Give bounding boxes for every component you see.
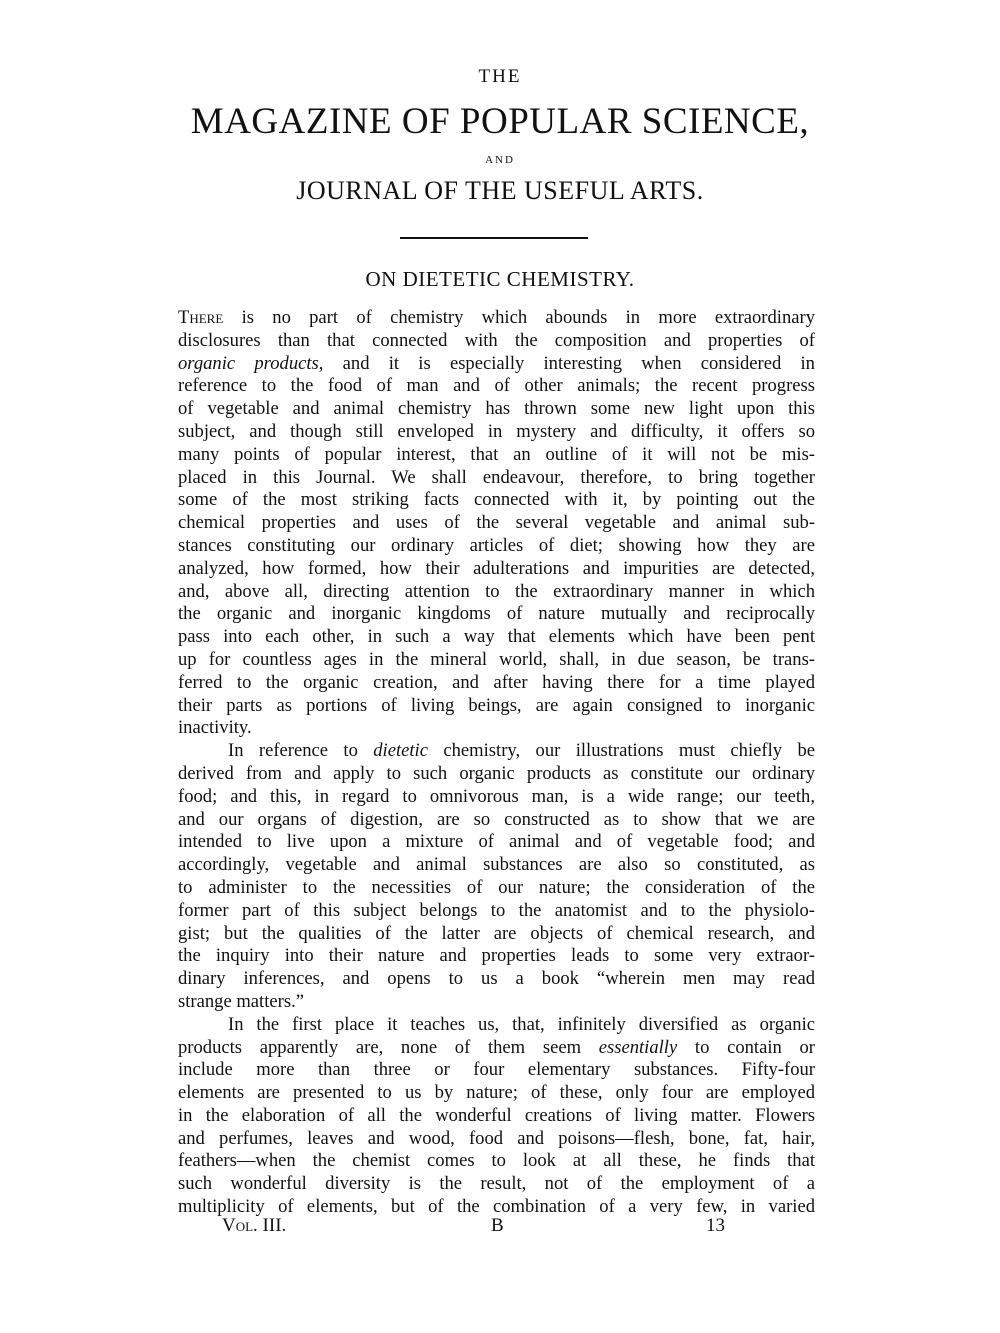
article-line: multiplicity of elements, but of the combination of a very few, in varied <box>178 1196 815 1218</box>
article-line: and, above all, directing attention to the extraordinary manner in which <box>178 580 815 602</box>
drop-word: There <box>178 307 224 328</box>
article-line: the organic and inorganic kingdoms of nature mutually and reciprocally <box>178 603 815 625</box>
article-line: In the first place it teaches us, that, infinitely diversified as organic <box>228 1013 815 1035</box>
volume-label: Vol. III. <box>222 1215 287 1236</box>
article-line: products apparently are, none of them seem essentially to contain or <box>178 1036 815 1058</box>
magazine-title: MAGAZINE OF POPULAR SCIENCE, <box>190 101 810 142</box>
article-line: dinary inferences, and opens to us a book “wherein men may read <box>178 968 815 990</box>
article-line: stances constituting our ordinary articles of diet; showing how they are <box>178 534 815 556</box>
article-body <box>178 307 815 1219</box>
article-line: ferred to the organic creation, and after having there for a time played <box>178 671 815 693</box>
article-line: reference to the food of man and of other animals; the recent progress <box>178 375 815 397</box>
journal-subtitle: JOURNAL OF THE USEFUL ARTS. <box>296 176 704 205</box>
article-line: of vegetable and animal chemistry has thrown some new light upon this <box>178 398 815 420</box>
article-line: to administer to the necessities of our nature; the consideration of the <box>178 876 815 898</box>
article-line: include more than three or four elementary substances. Fifty-four <box>178 1059 815 1081</box>
signature-mark: B <box>491 1215 504 1236</box>
article-line: analyzed, how formed, how their adulterations and impurities are detected, <box>178 557 815 579</box>
article-line: disclosures than that connected with the composition and properties of <box>178 329 815 351</box>
article-line: and our organs of digestion, are so constructed as to show that we are <box>178 808 815 830</box>
article-line: food; and this, in regard to omnivorous man, is a wide range; our teeth, <box>178 785 815 807</box>
article-line: the inquiry into their nature and properties leads to some very extraor- <box>178 945 815 967</box>
article-line: feathers—when the chemist comes to look at all these, he finds that <box>178 1150 815 1172</box>
article-line: in the elaboration of all the wonderful creations of living matter. Flowers <box>178 1104 815 1126</box>
article-line: chemical properties and uses of the several vegetable and animal sub- <box>178 512 815 534</box>
article-line: elements are presented to us by nature; of these, only four are employed <box>178 1082 815 1104</box>
article-line: intended to live upon a mixture of animal and of vegetable food; and <box>178 831 815 853</box>
article-line: inactivity. <box>178 717 252 739</box>
header-and: AND <box>485 154 515 166</box>
article-line: gist; but the qualities of the latter are objects of chemical research, and <box>178 922 815 944</box>
article-line: strange matters.” <box>178 990 304 1012</box>
article-line: pass into each other, in such a way that elements which have been pent <box>178 626 815 648</box>
article-line: derived from and apply to such organic products as constitute our ordinary <box>178 762 815 784</box>
article-line: In reference to dietetic chemistry, our illustrations must chiefly be <box>228 740 815 762</box>
article-line: their parts as portions of living beings, are again consigned to inorganic <box>178 694 815 716</box>
article-line: placed in this Journal. We shall endeavour, therefore, to bring together <box>178 466 815 488</box>
page-number: 13 <box>706 1215 725 1236</box>
header-divider <box>400 237 588 239</box>
article-line: up for countless ages in the mineral world, shall, in due season, be trans- <box>178 648 815 670</box>
header-the: THE <box>478 66 522 87</box>
article-line: accordingly, vegetable and animal substances are also so constituted, as <box>178 854 815 876</box>
article-line: organic products, and it is especially interesting when considered in <box>178 352 815 374</box>
article-line: such wonderful diversity is the result, not of the employment of a <box>178 1173 815 1195</box>
article-line: and perfumes, leaves and wood, food and poisons—flesh, bone, fat, hair, <box>178 1127 815 1149</box>
article-line: subject, and though still enveloped in mystery and difficulty, it offers so <box>178 420 815 442</box>
section-title: ON DIETETIC CHEMISTRY. <box>365 267 635 291</box>
article-line: There is no part of chemistry which abounds in more extraordinary <box>178 307 815 328</box>
article-line: many points of popular interest, that an outline of it will not be mis- <box>178 443 815 465</box>
article-line: former part of this subject belongs to the anatomist and to the physiolo- <box>178 899 815 921</box>
article-line: some of the most striking facts connected with it, by pointing out the <box>178 489 815 511</box>
